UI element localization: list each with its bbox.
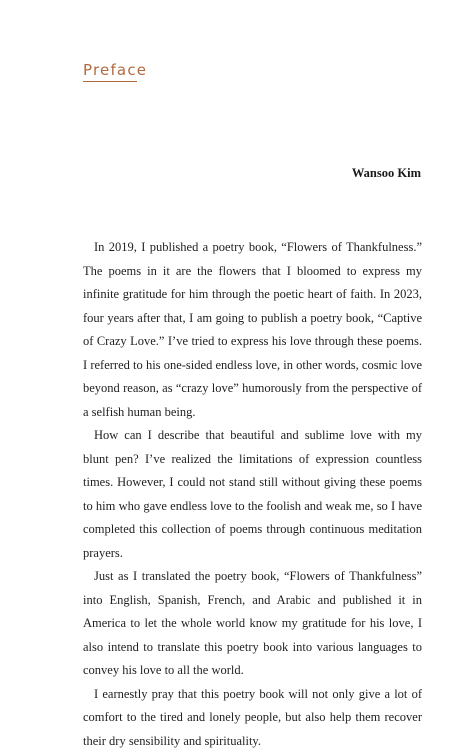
preface-body [83, 236, 422, 753]
paragraph: In 2019, I published a poetry book, “Flowers of Thankfulness.” The poems in it are the flowers that I bloomed to express my infinite gratitude for him through the poetic heart of faith. In 2023, four years after that, I am going to publish a poetry book, “Captive of Crazy Love.” I’ve tried to express his love through these poems. I referred to his one-sided endless love, in other words, cosmic love beyond reason, as “crazy love” humorously from the perspective of a selfish human being. [83, 236, 422, 424]
paragraph: I earnestly pray that this poetry book will not only give a lot of comfort to the tired and lonely people, but also help them recover their dry sensibility and spirituality. [83, 683, 422, 753]
heading-underline [83, 81, 137, 82]
paragraph: How can I describe that beautiful and sublime love with my blunt pen? I’ve realized the limitations of expression countless times. However, I could not stand still without giving these poems to him who gave endless love to the foolish and weak me, so I have completed this collection of poems through continuous meditation prayers. [83, 424, 422, 565]
author-name: Wansoo Kim [352, 164, 421, 182]
paragraph: Just as I translated the poetry book, “Flowers of Thankfulness” into English, Spanish, French, and Arabic and published it in America to let the whole world know my gratitude for his love, I also intend to translate this poetry book into various languages to convey his love to all the world. [83, 565, 422, 683]
section-heading: Preface [83, 60, 147, 80]
